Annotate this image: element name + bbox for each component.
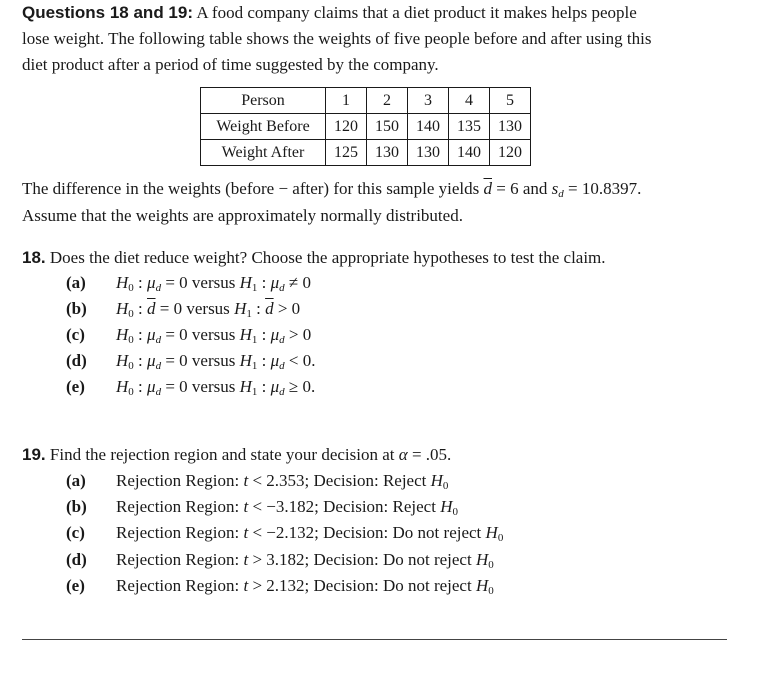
option-label: (c): [66, 325, 85, 344]
decision-prefix: Decision:: [323, 523, 389, 542]
table-row: [201, 114, 531, 140]
option-text: H0 : $\mu_d = 0$ versus H1 : $\mu_d \ge 0$.: [116, 377, 316, 398]
null-rhs: = 0: [159, 299, 183, 318]
weights-table: [200, 87, 531, 166]
table-cell: Person: [201, 88, 326, 114]
decision-value: Reject: [382, 471, 427, 490]
null-rhs: = 0: [165, 351, 188, 370]
summary-line-2: Assume that the weights are approximately normally distributed.: [22, 206, 463, 225]
table-cell: 5: [490, 88, 531, 114]
rr-value: > 2.132;: [252, 576, 310, 595]
decision-prefix: Decision:: [323, 497, 389, 516]
decision-value: Do not reject: [382, 576, 472, 595]
option-text: Rejection Region: t < −2.132; Decision: Do not reject H0: [116, 523, 504, 544]
q19-number: 19.: [22, 445, 46, 464]
q19-text: Find the rejection region and state your decision at: [49, 445, 395, 464]
alt-relation: ≥ 0.: [288, 377, 316, 396]
decision-value: Do not reject: [382, 550, 472, 569]
summary-text: The difference in the weights (before − after) for this sample yields: [22, 179, 480, 198]
table-cell: Weight Before: [201, 114, 326, 140]
alt-relation: > 0: [288, 325, 312, 344]
q19-prompt: [22, 444, 451, 466]
rr-value: < 2.353;: [252, 471, 310, 490]
table-cell: 120: [326, 114, 367, 140]
option-label: (d): [66, 351, 87, 370]
option-label: (a): [66, 273, 86, 292]
rr-value: < −2.132;: [252, 523, 319, 542]
table-cell: 140: [449, 140, 490, 166]
alpha-value: = .05.: [411, 445, 452, 464]
null-rhs: = 0: [165, 377, 188, 396]
table-cell: 135: [449, 114, 490, 140]
table-cell: 130: [490, 114, 531, 140]
table-cell: 130: [408, 140, 449, 166]
versus-text: versus: [191, 351, 236, 370]
versus-text: versus: [191, 273, 236, 292]
rr-prefix: Rejection Region:: [116, 471, 240, 490]
decision-value: Reject: [392, 497, 436, 516]
rr-prefix: Rejection Region:: [116, 550, 240, 569]
intro-line-1: [22, 2, 637, 24]
q18-number: 18.: [22, 248, 46, 267]
option-text: Rejection Region: t < 2.353; Decision: Reject H0: [116, 471, 449, 492]
table-cell: 140: [408, 114, 449, 140]
option-text: Rejection Region: t < −3.182; Decision: Reject H0: [116, 497, 458, 518]
alt-relation: < 0.: [288, 351, 316, 370]
table-cell: 125: [326, 140, 367, 166]
table-cell: 4: [449, 88, 490, 114]
option-label: (d): [66, 550, 87, 569]
option-label: (e): [66, 576, 85, 595]
option-text: H0 : $\mu_d = 0$ versus H1 : $\mu_d > 0$: [116, 325, 312, 346]
table-cell: Weight After: [201, 140, 326, 166]
q18-text: Does the diet reduce weight? Choose the appropriate hypotheses to test the claim.: [49, 248, 606, 267]
intro-line-2: lose weight. The following table shows the weights of five people before and after using this: [22, 29, 652, 48]
option-text: Rejection Region: t > 3.182; Decision: Do not reject H0: [116, 550, 494, 571]
option-label: (c): [66, 523, 85, 542]
rr-prefix: Rejection Region:: [116, 497, 240, 516]
d-value: = 6 and: [496, 179, 548, 198]
option-label: (e): [66, 377, 85, 396]
alt-relation: > 0: [277, 299, 301, 318]
intro-line-3: diet product after a period of time suggested by the company.: [22, 55, 439, 74]
option-text: H0 : $\overline{d} = 0$ versus H1 : $\overline{d} > 0$: [116, 299, 301, 320]
table-cell: 150: [367, 114, 408, 140]
s-d-symbol: $s_d$: [551, 179, 564, 200]
decision-value: Do not reject: [392, 523, 482, 542]
decision-prefix: Decision:: [313, 576, 379, 595]
option-text: Rejection Region: t > 2.132; Decision: Do not reject H0: [116, 576, 494, 597]
alt-relation: ≠ 0: [288, 273, 312, 292]
table-cell: 120: [490, 140, 531, 166]
option-text: H0 : $\mu_d = 0$ versus H1 : $\mu_d < 0$.: [116, 351, 316, 372]
option-label: (b): [66, 299, 87, 318]
versus-text: versus: [191, 377, 236, 396]
questions-heading: Questions 18 and 19:: [22, 3, 193, 22]
bottom-divider: [22, 639, 727, 640]
rr-prefix: Rejection Region:: [116, 576, 240, 595]
table-cell: 130: [367, 140, 408, 166]
versus-text: versus: [191, 325, 236, 344]
table-cell: 2: [367, 88, 408, 114]
rr-prefix: Rejection Region:: [116, 523, 240, 542]
table-cell: 1: [326, 88, 367, 114]
rr-value: > 3.182;: [252, 550, 310, 569]
s-value: = 10.8397.: [568, 179, 642, 198]
null-rhs: = 0: [165, 325, 188, 344]
rr-value: < −3.182;: [252, 497, 319, 516]
null-rhs: = 0: [165, 273, 188, 292]
table-header-row: [201, 88, 531, 114]
decision-prefix: Decision:: [313, 471, 379, 490]
option-text: H0 : $\mu_d = 0$ versus H1 : $\mu_d \ne 0$: [116, 273, 312, 294]
versus-text: versus: [186, 299, 230, 318]
intro-text-1: A food company claims that a diet product it makes helps people: [196, 3, 637, 22]
table-row: [201, 140, 531, 166]
table-cell: 3: [408, 88, 449, 114]
q18-prompt: [22, 247, 606, 269]
option-label: (b): [66, 497, 87, 516]
summary-line-1: [22, 178, 641, 205]
decision-prefix: Decision:: [313, 550, 379, 569]
d-bar-symbol: $\overline{d}$: [483, 179, 492, 198]
alpha-symbol: α: [398, 445, 408, 464]
option-label: (a): [66, 471, 86, 490]
